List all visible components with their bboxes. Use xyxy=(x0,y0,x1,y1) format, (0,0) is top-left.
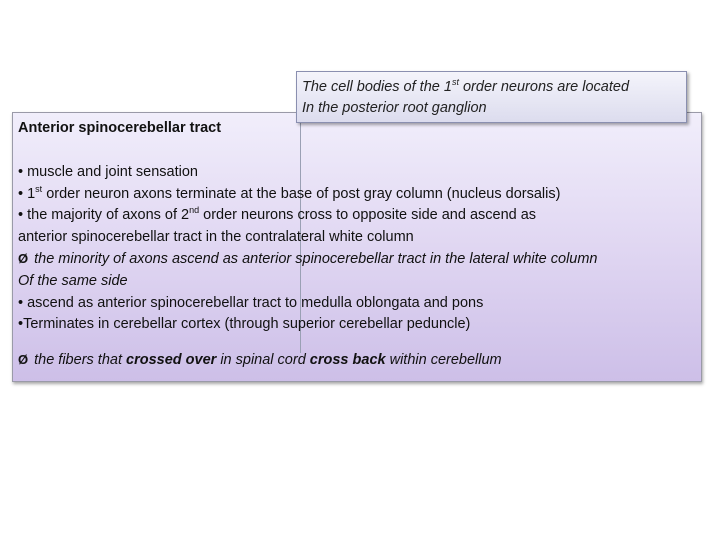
bullet-first-order: • 1st order neuron axons terminate at the base of post gray column (nucleus dorsalis) xyxy=(18,183,561,202)
bullet-ascend: • ascend as anterior spinocerebellar tract to medulla oblongata and pons xyxy=(18,294,484,311)
arrow-bullet-icon: Ø xyxy=(18,351,29,367)
bullet-minority-cont: Of the same side xyxy=(18,272,128,289)
bullet-terminates: •Terminates in cerebellar cortex (through superior cerebellar peduncle) xyxy=(18,316,471,333)
bullet-cross-back: Ø the fibers that crossed over in spinal cord cross back within cerebellum xyxy=(18,351,502,368)
slide-title: Anterior spinocerebellar tract xyxy=(18,120,222,136)
callout-line-1: The cell bodies of the 1st order neurons are located xyxy=(302,77,630,95)
callout-box xyxy=(296,71,687,123)
bullet-majority: • the majority of axons of 2nd order neurons cross to opposite side and ascend as xyxy=(18,205,537,224)
bullet-list xyxy=(18,162,698,371)
callout-line-2: In the posterior root ganglion xyxy=(302,100,487,116)
bullet-majority-cont: anterior spinocerebellar tract in the contralateral white column xyxy=(18,228,414,245)
bullet-minority: Ø the minority of axons ascend as anterior spinocerebellar tract in the lateral white column xyxy=(18,251,598,268)
arrow-bullet-icon: Ø xyxy=(18,251,29,267)
bullet-muscle-joint: • muscle and joint sensation xyxy=(18,164,198,180)
